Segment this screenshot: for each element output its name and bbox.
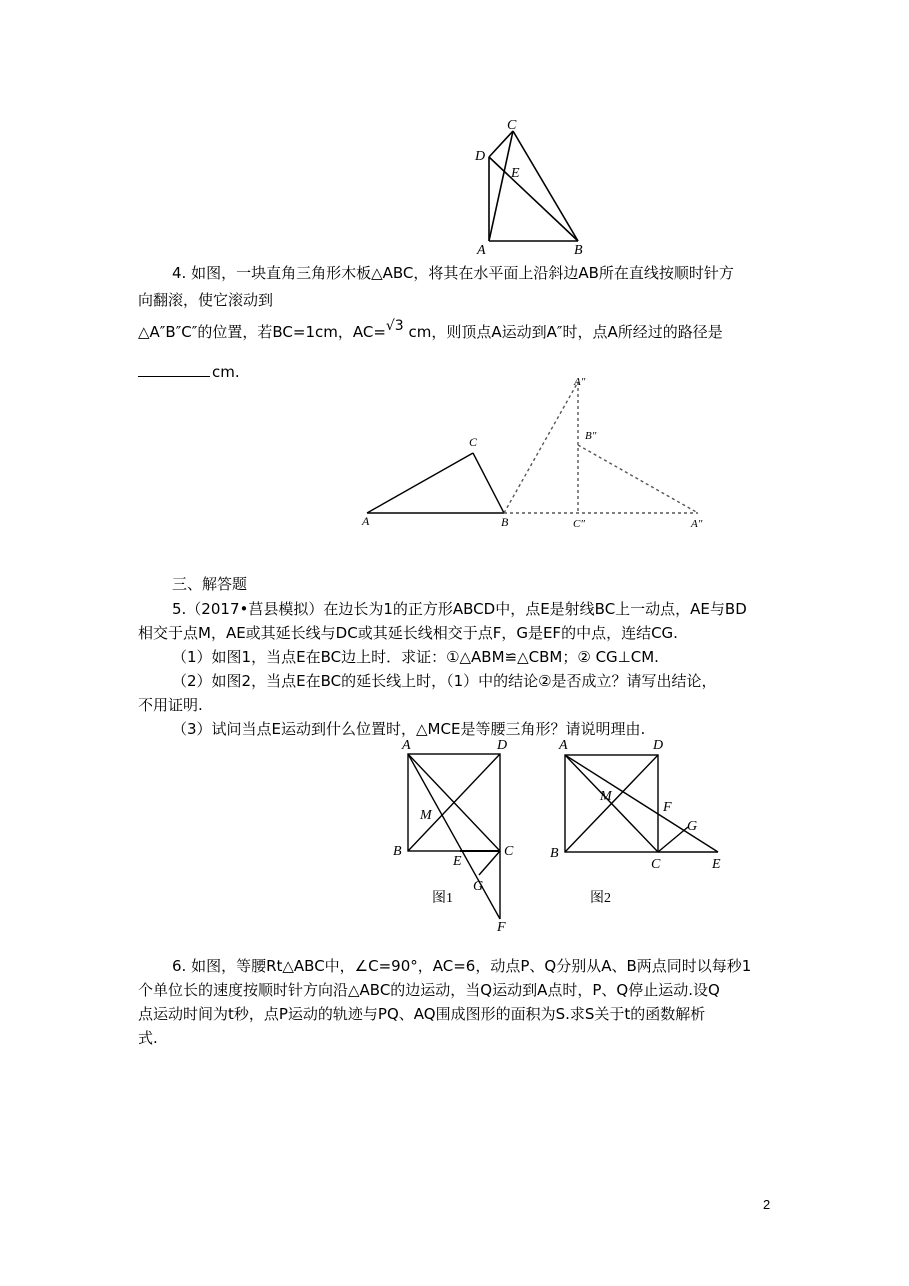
label-b: B <box>393 844 402 859</box>
figure-1 <box>390 735 530 935</box>
q4-line3-part-a: △A″B″C″的位置，若BC=1cm，AC= <box>138 323 386 341</box>
page-number: 2 <box>763 1197 771 1212</box>
label-b-prime: B″ <box>585 430 597 442</box>
label-c: C <box>651 857 661 872</box>
q4-line4 <box>138 361 240 383</box>
label-c: C <box>507 118 517 133</box>
label-b: B <box>501 515 509 529</box>
q6-line4: 式. <box>138 1029 158 1047</box>
label-d: D <box>497 738 508 753</box>
q6-line3: 点运动时间为t秒，点P运动的轨迹与PQ、AQ围成图形的面积为S.求S关于t的函数解析 <box>138 1005 706 1023</box>
q4-line3-part-b: cm，则顶点A运动到A″时，点A所经过的路径是 <box>408 323 723 341</box>
q5-line1: 5.（2017•莒县模拟）在边长为1的正方形ABCD中，点E是射线BC上一动点，AE与BD <box>172 600 747 618</box>
q6-line1: 6. 如图，等腰Rt△ABC中，∠C=90°，AC=6，动点P、Q分别从A、B两点同时以每秒1 <box>172 957 752 975</box>
label-e: E <box>453 854 462 869</box>
q4-line3 <box>138 318 723 344</box>
q5-line6: （3）试问当点E运动到什么位置时，△MCE是等腰三角形？请说明理由. <box>172 720 646 738</box>
figure-rolling-triangle <box>355 375 715 535</box>
q4-line2: 向翻滚，使它滚动到 <box>138 291 274 309</box>
label-g: G <box>473 879 484 894</box>
sqrt-3: √3 <box>385 318 404 334</box>
label-a: A <box>362 514 370 528</box>
q5-line5: 不用证明. <box>138 696 203 714</box>
label-d: D <box>653 738 664 753</box>
q4-unit: cm. <box>212 363 240 381</box>
q6-line2: 个单位长的速度按顺时针方向沿△ABC的边运动，当Q运动到A点时，P、Q停止运动.设Q <box>138 981 720 999</box>
q5-line4: （2）如图2，当点E在BC的延长线上时，（1）中的结论②是否成立？请写出结论， <box>172 672 717 690</box>
label-g: G <box>687 819 698 834</box>
label-b: B <box>550 846 559 861</box>
label-c-prime: C″ <box>573 518 585 530</box>
label-d: D <box>475 149 486 164</box>
figure-2 <box>545 735 735 905</box>
label-f: F <box>497 920 506 935</box>
label-e: E <box>712 857 721 872</box>
label-b: B <box>574 243 583 257</box>
label-c: C <box>504 844 514 859</box>
label-a: A <box>402 738 411 753</box>
q5-line2: 相交于点M，AE或其延长线与DC或其延长线相交于点F，G是EF的中点，连结CG. <box>138 624 678 642</box>
section-heading: 三、解答题 <box>172 575 248 593</box>
figure-quadrilateral-abcd <box>470 112 590 257</box>
label-a-prime-top: A″ <box>574 376 586 388</box>
label-a-prime-right: A″ <box>691 518 703 530</box>
figure-1-caption: 图1 <box>432 891 453 906</box>
label-e: E <box>511 166 520 181</box>
q5-line3: （1）如图1，当点E在BC边上时．求证：①△ABM≌△CBM；② CG⊥CM. <box>172 648 659 666</box>
label-c: C <box>469 435 478 449</box>
label-a: A <box>559 738 568 753</box>
label-a: A <box>477 243 486 257</box>
answer-blank[interactable] <box>138 362 210 377</box>
q4-line1: 4. 如图，一块直角三角形木板△ABC，将其在水平面上沿斜边AB所在直线按顺时针方 <box>172 264 734 282</box>
label-m: M <box>420 808 432 823</box>
figure-2-caption: 图2 <box>590 891 611 905</box>
label-f: F <box>663 800 672 815</box>
label-m: M <box>600 789 612 804</box>
